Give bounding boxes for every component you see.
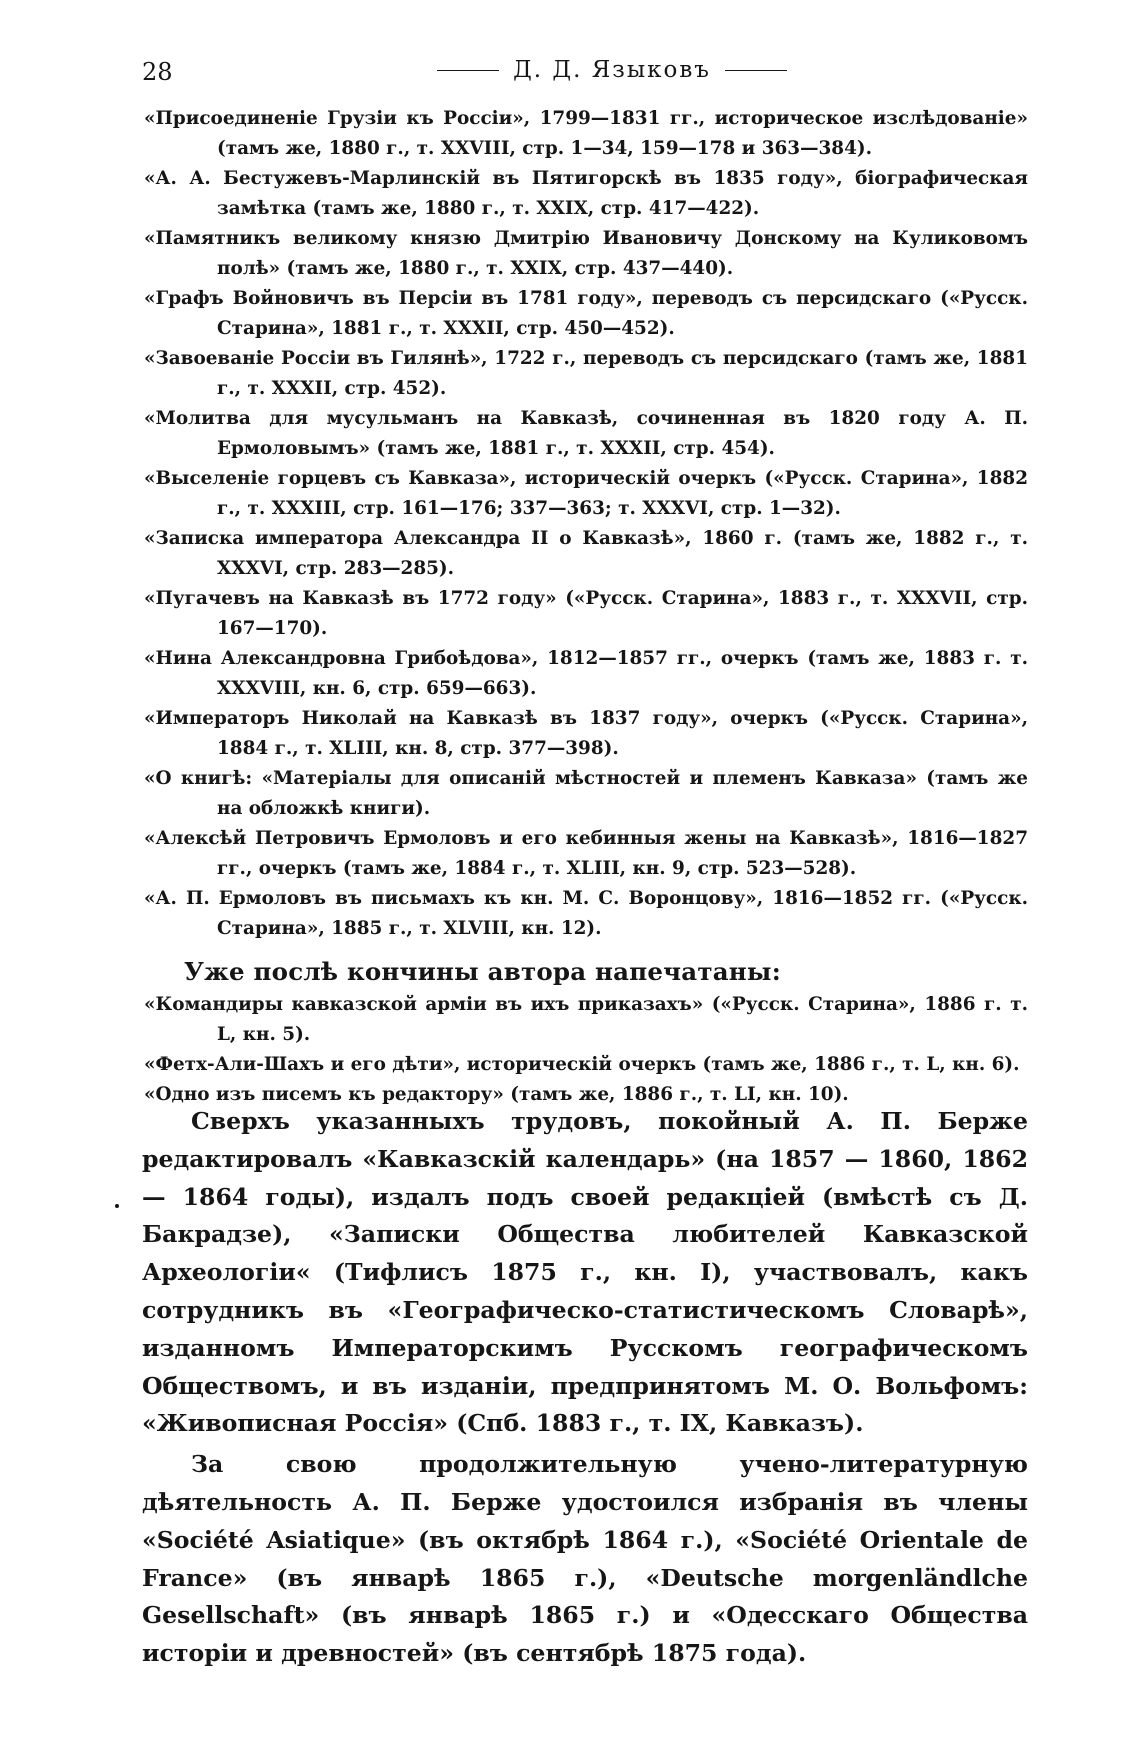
running-head: [422, 57, 802, 83]
bibliography-entry: «А. А. Бестужевъ-Марлинскій въ Пятигорскѣ въ 1835 году», біографическая замѣтка (тамъ же, 1880 г., т. XXIX, стр. 417—422).: [144, 168, 1028, 219]
bibliography-entry: «Нина Александровна Грибоѣдова», 1812—1857 гг., очеркъ (тамъ же, 1883 г. т. XXXVIII, кн. 6, стр. 659—663).: [144, 648, 1028, 699]
bibliography-entry: «Записка императора Александра II о Кавказѣ», 1860 г. (тамъ же, 1882 г., т. XXXVI, стр. 283—285).: [144, 528, 1028, 579]
bibliography-entry: «Выселеніе горцевъ съ Кавказа», историческій очеркъ («Русск. Старина», 1882 г., т. XXXIII, стр. 161—176; 337—363; т. XXXVI, стр. 1—32).: [144, 468, 1028, 519]
running-head-title: Д. Д. Языковъ: [513, 57, 711, 83]
print-speck: [115, 1204, 119, 1208]
bibliography-entry: «Памятникъ великому князю Дмитрію Ивановичу Донскому на Куликовомъ полѣ» (тамъ же, 1880 г., т. XXIX, стр. 437—440).: [144, 228, 1028, 279]
bibliography-entry: «А. П. Ермоловъ въ письмахъ къ кн. М. С. Воронцову», 1816—1852 гг. («Русск. Старина», 1885 г., т. XLVIII, кн. 12).: [144, 888, 1028, 939]
posthumous-entry: «Одно изъ писемъ къ редактору» (тамъ же, 1886 г., т. LI, кн. 10).: [144, 1084, 849, 1105]
bibliography-list: [142, 104, 1028, 1110]
posthumous-heading: Уже послѣ кончины автора напечатаны:: [184, 957, 781, 986]
bibliography-entry: «Алексѣй Петровичъ Ермоловъ и его кебинныя жены на Кавказѣ», 1816—1827 гг., очеркъ (тамъ же, 1884 г., т. XLIII, кн. 9, стр. 523—528).: [144, 828, 1028, 879]
posthumous-entry: «Командиры кавказской арміи въ ихъ приказахъ» («Русск. Старина», 1886 г. т. L, кн. 5).: [144, 994, 1028, 1045]
bibliography-entry: «О книгѣ: «Матеріалы для описаній мѣстностей и племенъ Кавказа» (тамъ же на обложкѣ книги).: [144, 768, 1028, 819]
bibliography-entry: «Императоръ Николай на Кавказѣ въ 1837 году», очеркъ («Русск. Старина», 1884 г., т. XLIII, кн. 8, стр. 377—398).: [144, 708, 1028, 759]
bibliography-entry: «Присоединеніе Грузіи къ Россіи», 1799—1831 гг., историческое изслѣдованіе» (тамъ же, 1880 г., т. XXVIII, стр. 1—34, 159—178 и 363—384).: [144, 108, 1028, 159]
posthumous-entry: «Фетх-Али-Шахъ и его дѣти», историческій очеркъ (тамъ же, 1886 г., т. L, кн. 6).: [144, 1054, 1020, 1075]
bibliography-entry: «Графъ Войновичъ въ Персіи въ 1781 году», переводъ съ персидскаго («Русск. Старина», 1881 г., т. XXXII, стр. 450—452).: [144, 288, 1028, 339]
page-header: [142, 54, 1022, 90]
page-number: 28: [142, 58, 173, 86]
bibliography-entry: «Молитва для мусульманъ на Кавказѣ, сочиненная въ 1820 году А. П. Ермоловымъ» (тамъ же, 1881 г., т. XXXII, стр. 454).: [144, 408, 1028, 459]
body-text: [142, 1103, 1028, 1673]
body-paragraph: Сверхъ указанныхъ трудовъ, покойный А. П. Берже редактировалъ «Кавказскій календарь» (на 1857 — 1860, 1862 — 1864 годы), издалъ подъ своей редакціей (вмѣстѣ съ Д. Бакрадзе), «Записки Общества любителей Кавказской Археологіи« (Тифлисъ 1875 г., кн. I), участвовалъ, какъ сотрудникъ въ «Географическо-статистическомъ Словарѣ», изданномъ Императорскимъ Русскомъ географическомъ Обществомъ, и въ изданіи, предпринятомъ М. О. Вольфомъ: «Живописная Россія» (Спб. 1883 г., т. IX, Кавказъ).: [142, 1107, 1028, 1438]
bibliography-entry: «Завоеваніе Россіи въ Гилянѣ», 1722 г., переводъ съ персидскаго (тамъ же, 1881 г., т. XXXII, стр. 452).: [144, 348, 1028, 399]
bibliography-entry: «Пугачевъ на Кавказѣ въ 1772 году» («Русск. Старина», 1883 г., т. XXXVII, стр. 167—170).: [144, 588, 1028, 639]
right-rule: [725, 70, 787, 71]
left-rule: [437, 70, 499, 71]
body-paragraph: За свою продолжительную учено-литературную дѣятельность А. П. Берже удостоился избранія въ члены «Société Asiatique» (въ октябрѣ 1864 г.), «Société Orientale de France» (въ январѣ 1865 г.), «Deutsche morgenländlche Gesellschaft» (въ январѣ 1865 г.) и «Одесскаго Общества исторіи и древностей» (въ сентябрѣ 1875 года).: [142, 1450, 1028, 1668]
